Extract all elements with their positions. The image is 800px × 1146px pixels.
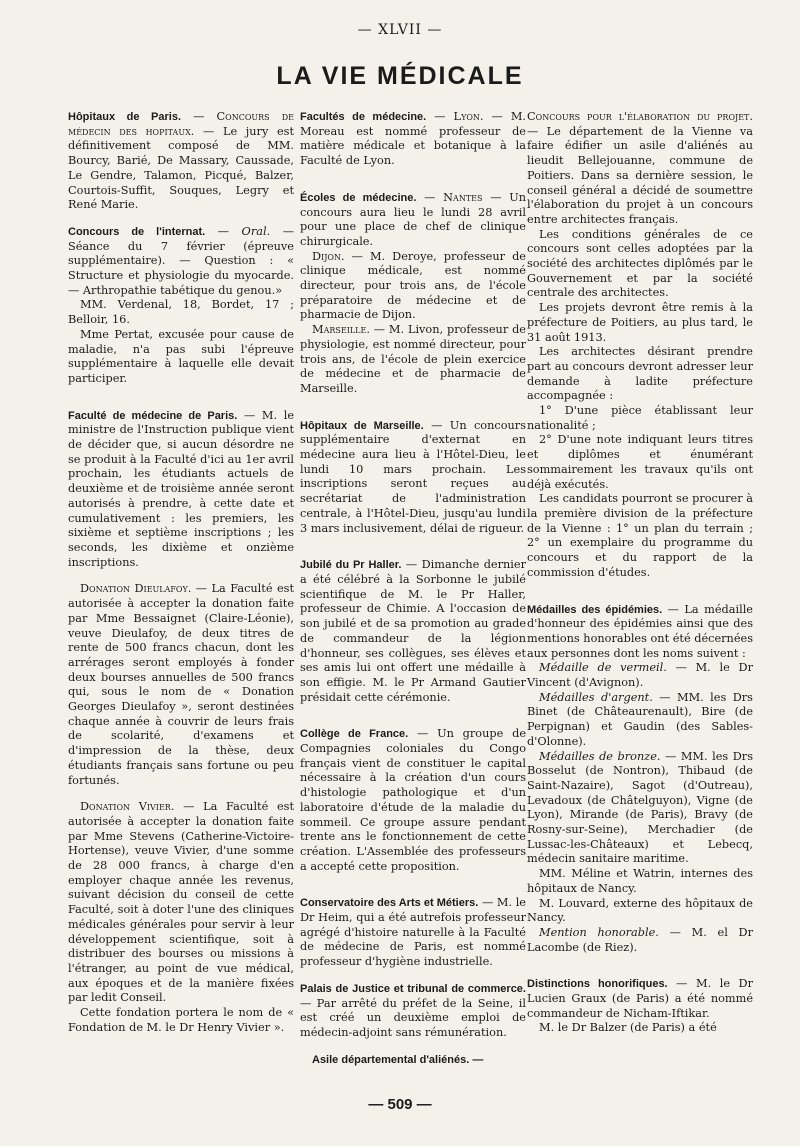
paragraph: Mme Pertat, excusée pour cause de maladie, n'a pas subi l'épreuve supplémentaire à laquelle elle devait participer. xyxy=(68,327,294,385)
paragraph: 2° D'une note indiquant leurs titres et diplômes et énumérant sommairement les travaux qu'ils ont déjà exécutés. xyxy=(527,433,753,491)
heading: Écoles de médecine. xyxy=(300,191,417,204)
paragraph: Les projets devront être remis à la préfecture de Poitiers, au plus tard, le 31 août 1913. xyxy=(527,301,753,344)
paragraph: Les conditions générales de ce concours sont celles adoptées par la société des architectes diplômés par le Gouvernement et par la société centrale des architectes. xyxy=(527,227,753,300)
subheading: — Nantes xyxy=(416,190,483,204)
paragraph: Les architectes désirant prendre part au concours devront adresser leur demande à ladite préfecture accompagnée : xyxy=(527,345,753,403)
paragraph: — Un groupe de Compagnies coloniales du Congo français vient de constituer le capital nécessaire à la création d'un cours d'histologie pathologique et d'un laboratoire d'étude de la maladie du sommeil. Ce groupe assure pendant trente ans le fonctionnement de cette création. L'Assemblée des professeurs a accepté cette proposition. xyxy=(300,727,527,873)
paragraph: — MM. les Drs Binet (de Châteaurenault), Bire (de Perpignan) et Gaudin (des Sables-d'Olonne). xyxy=(527,690,753,748)
subheading: — Concours de médecin des hopitaux. xyxy=(68,110,294,138)
section-jubile-haller xyxy=(300,558,526,705)
paragraph: M. le Dr Balzer (de Paris) a été xyxy=(539,1021,717,1035)
paragraph: — La Faculté est autorisée à accepter la donation faite par Mme Bessaignet (Claire-Léonie), veuve Dieulafoy, de deux titres de rente de 500 francs chacun, dont les arrérages seront employés à fonder deux bourses annuelles de 500 francs qui, sous le nom de « Donation Georges Dieulafoy », seront destinées chaque année à couvrir de leurs frais de scolarité, d'examens et d'impression de la thèse, deux étudiants français sans fortune ou peu fortunés. xyxy=(68,582,294,787)
section-ecoles-medecine xyxy=(300,191,526,397)
page-header-roman: — XLVII — xyxy=(357,22,443,38)
section-palais-justice xyxy=(300,982,526,1041)
heading: Hôpitaux de Marseille. xyxy=(300,419,424,432)
subheading: Concours pour l'élaboration du projet. xyxy=(527,110,753,123)
section-hopitaux-marseille xyxy=(300,419,526,537)
heading: Distinctions honorifiques. xyxy=(527,978,668,991)
paragraph: — M. el Dr Lacombe (de Riez). xyxy=(527,925,753,954)
section-facultes-medecine xyxy=(300,110,526,169)
subheading: Mention honorable. xyxy=(539,925,659,939)
subheading: Donation Dieulafoy. xyxy=(80,582,192,596)
section-internat xyxy=(68,225,294,387)
section-medailles-epidemies xyxy=(527,603,753,956)
paragraph: — M. le Dr Lucien Graux (de Paris) a été nommé commandeur de Nicham-Iftikar. xyxy=(527,977,753,1020)
paragraph: — M. le Dr Vincent (d'Avignon). xyxy=(527,661,753,690)
section-distinctions xyxy=(527,977,753,1036)
paragraph: — Par arrêté du préfet de la Seine, il est créé un deuxième emploi de médecin-adjoint sans rémunération. xyxy=(300,996,526,1039)
paragraph: — Séance du 7 février (épreuve supplémentaire). — Question : « Structure et physiologie du myocarde. — Arthropathie tabétique du genou.» xyxy=(68,224,294,297)
section-hopitaux-paris xyxy=(68,110,294,213)
page-number: — 509 — xyxy=(368,1096,432,1113)
paragraph: — M. Moreau est nommé professeur de matière médicale et botanique à la Faculté de Lyon. xyxy=(300,110,526,168)
paragraph: — Un concours aura lieu le lundi 28 avril pour une place de chef de clinique chirurgicale. xyxy=(300,190,526,248)
subheading: Médaille de vermeil. xyxy=(539,661,667,675)
paragraph: — MM. les Drs Bosselut (de Nontron), Thibaud (de Saint-Nazaire), Sagot (d'Outreau), Levadoux (de Châtelguyon), Vigne (de Lyon), Mirande (de Paris), Bravy (de Rosny-sur-Seine), Merchadier (de Lussac-les-Châteaux) et Lebecq, médecin sanitaire maritime. xyxy=(527,749,753,866)
paragraph: — Un concours supplémentaire d'externat en médecine aura lieu à l'Hôtel-Dieu, le lundi 10 mars prochain. Les inscriptions seront reçues au secrétariat de l'administration centrale, à l'Hôtel-Dieu, jusqu'au lundi 3 mars inclusivement, délai de rigueur. xyxy=(300,418,526,535)
paragraph: Les candidats pourront se procurer à la première division de la préfecture de la Vienne : 1° un plan du terrain ; 2° un exemplaire du programme du concours et du rapport de la commission d'études. xyxy=(527,492,753,579)
paragraph: — Le département de la Vienne va faire édifier un asile d'aliénés au lieudit Bellejouanne, commune de Poitiers. Dans sa dernière session, le conseil général a décidé de soumettre l'élaboration du projet à un concours entre architectes français. xyxy=(527,124,753,226)
paragraph: MM. Méline et Watrin, internes des hôpitaux de Nancy. xyxy=(527,867,753,895)
subheading: Médailles de bronze. xyxy=(539,749,661,763)
paragraph: — M. le ministre de l'Instruction publique vient de décider que, si aucun désordre ne se produit à la Faculté d'ici au 1er avril prochain, les étudiants actuels de deuxième et de troisième année seront autorisés à prendre, à cette date et cumulativement : les premiers, les sixième et septième inscriptions ; les seconds, les dixième et onzième inscriptions. xyxy=(68,408,295,569)
subheading: Marseille. xyxy=(312,323,370,337)
heading: Facultés de médecine. xyxy=(300,111,427,123)
heading: Médailles des épidémies. xyxy=(527,603,663,616)
subheading: Donation Vivier. xyxy=(80,800,175,814)
paragraph: — M. Livon, professeur de physiologie, est nommé directeur, pour trois ans, de l'école de plein exercice de médecine et de pharmacie de Marseille. xyxy=(300,323,526,395)
heading: Collège de France. xyxy=(300,728,409,741)
heading: Palais de Justice et tribunal de commerce. xyxy=(300,982,526,995)
paragraph: — Dimanche dernier a été célébré à la Sorbonne le jubilé scientifique de M. le Pr Haller, professeur de Chimie. A l'occasion de son jubilé et de sa promotion au grade de commandeur de la légion d'honneur, ses collègues, ses élèves et ses amis lui ont offert une médaille à son effigie. M. le Pr Armand Gautier présidait cette cérémonie. xyxy=(300,558,526,704)
paragraph: — Le jury est définitivement composé de MM. Bourcy, Barié, De Massary, Caussade, Le Gendre, Talamon, Picqué, Balzer, Courtois-Suffit, Souques, Legry et René Marie. xyxy=(68,124,295,212)
column-3 xyxy=(527,110,753,1048)
paragraph: — La médaille d'honneur des épidémies ainsi que des mentions honorables ont été décernées aux personnes dont les noms suivent : xyxy=(527,602,753,660)
heading: Concours de l'internat. xyxy=(68,225,206,238)
subheading: Dijon. xyxy=(312,249,345,263)
section-donation-vivier xyxy=(68,800,294,1035)
column-1 xyxy=(68,110,294,1047)
subheading: — Oral. xyxy=(205,224,271,238)
section-faculte-paris xyxy=(68,409,294,571)
journal-title: LA VIE MÉDICALE xyxy=(276,62,524,90)
section-conservatoire xyxy=(300,896,526,970)
paragraph: — M. le Dr Heim, qui a été autrefois professeur agrégé d'histoire naturelle à la Faculté de médecine de Paris, est nommé professeur d'hygiène industrielle. xyxy=(300,896,526,969)
heading: Hôpitaux de Paris. xyxy=(68,111,181,123)
heading: Faculté de médecine de Paris. xyxy=(68,409,238,422)
section-asile xyxy=(300,1053,526,1068)
paragraph: M. Louvard, externe des hôpitaux de Nancy. xyxy=(527,896,753,925)
paragraph: — La Faculté est autorisée à accepter la donation faite par Mme Stevens (Catherine-Victoire-Hortense), veuve Vivier, d'une somme de 28 000 francs, à charge d'en employer chaque année les revenus, suivant décision du conseil de cette Faculté, soit à doter l'une des cliniques médicales générales pour servir à leur développement scientifique, soit à distribuer des bourses ou missions à l'étranger, au point de vue médical, aux époques et de la manière fixées par ledit Conseil. xyxy=(68,800,295,1005)
paragraph: 1° D'une pièce établissant leur nationalité ; xyxy=(527,404,753,432)
subheading: — Lyon. xyxy=(426,110,484,123)
paragraph: MM. Verdenal, 18, Bordet, 17 ; Belloir, 16. xyxy=(68,298,294,327)
section-college-france xyxy=(300,727,526,874)
heading: Asile départemental d'aliénés. — xyxy=(312,1053,484,1066)
paragraph: Cette fondation portera le nom de « Fondation de M. le Dr Henry Vivier ». xyxy=(68,1006,294,1034)
section-donation-dieulafoy xyxy=(68,582,294,788)
heading: Conservatoire des Arts et Métiers. xyxy=(300,897,479,910)
subheading: Médailles d'argent. xyxy=(539,690,653,704)
paragraph: — M. Deroye, professeur de clinique médicale, est nommé directeur, pour trois ans, de l'école préparatoire de médecine et de pharmacie de Dijon. xyxy=(300,249,526,322)
heading: Jubilé du Pr Haller. xyxy=(300,559,402,572)
section-concours-projet xyxy=(527,110,753,581)
column-2 xyxy=(300,110,526,1079)
